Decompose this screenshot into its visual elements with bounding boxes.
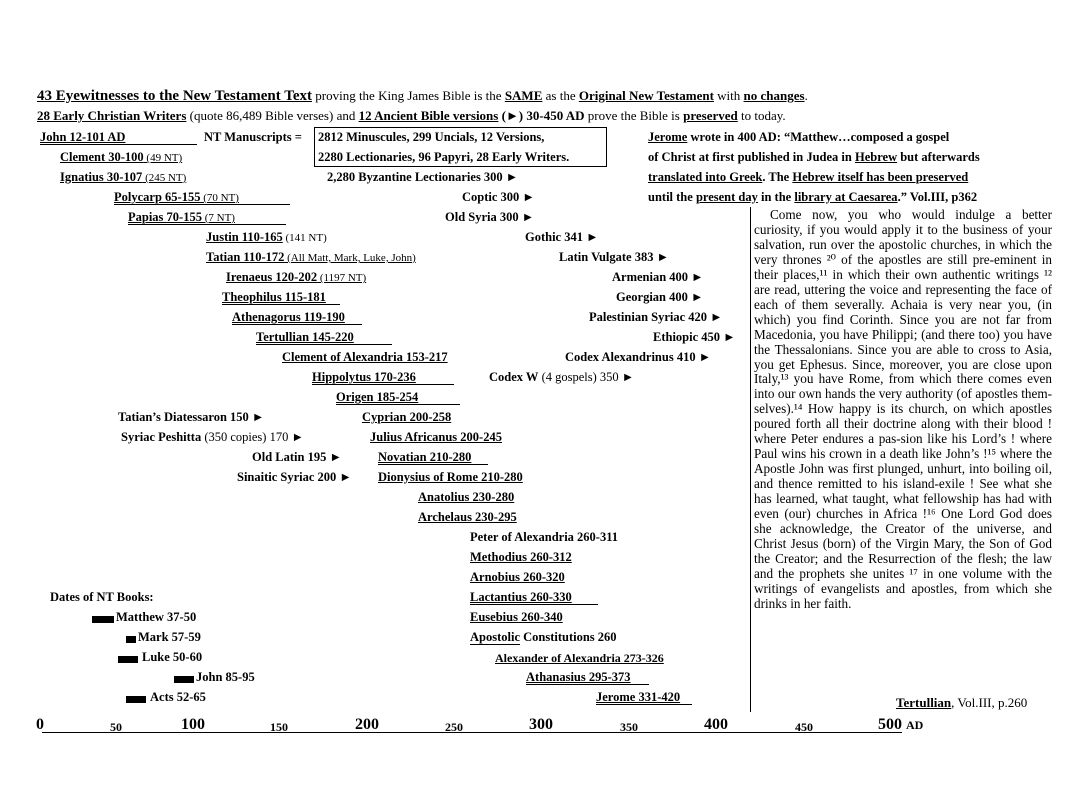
writer-justin — [206, 230, 327, 246]
tertullian-cite-ref: , Vol.III, p.260 — [951, 695, 1028, 710]
writer-apostolic-rule — [470, 644, 520, 645]
jerome-name: Jerome — [648, 130, 688, 144]
writer-note: (245 NT) — [142, 172, 187, 184]
quote-border — [750, 207, 751, 712]
writer-athanasius — [526, 670, 631, 685]
title-line — [37, 88, 808, 104]
version-ethiopic: Ethiopic 450 ► — [653, 330, 736, 344]
jerome-preserved: Hebrew itself has been preserved — [792, 170, 969, 184]
version-codex-alexandrinus: Codex Alexandrinus 410 ► — [565, 350, 712, 364]
writer-name: Archelaus 230-295 — [418, 510, 517, 524]
title-text: proving the King James Bible is the — [312, 88, 505, 103]
writer-name: Hippolytus 170-236 — [312, 370, 416, 384]
writer-clement-alexandria — [282, 350, 448, 365]
writer-name: Athenagorus 119-190 — [232, 310, 345, 324]
writer-lactantius-rule — [470, 604, 598, 605]
axis-tick-500-value: 500 — [878, 716, 902, 733]
subtitle-text-2: prove the Bible is — [584, 108, 684, 123]
version-old-latin: Old Latin 195 ► — [252, 450, 342, 464]
writer-peter-alexandria — [470, 530, 618, 545]
writer-lactantius — [470, 590, 572, 605]
writer-name: Dionysius of Rome 210-280 — [378, 470, 523, 484]
writer-note: (7 NT) — [201, 212, 235, 224]
writer-anatolius — [418, 490, 514, 505]
jerome-quote-line3 — [648, 170, 968, 185]
title-text-2: as the — [542, 88, 579, 103]
jerome-quote-line1 — [648, 130, 949, 145]
writer-name: Origen 185-254 — [336, 390, 419, 404]
book-bar-acts — [126, 696, 146, 703]
version-armenian: Armenian 400 ► — [612, 270, 704, 284]
writer-clement — [60, 150, 182, 166]
writer-apostolic-constitutions — [470, 630, 617, 645]
writer-athenagorus-rule — [232, 324, 362, 325]
byzantine-lectionaries: 2,280 Byzantine Lectionaries 300 ► — [327, 170, 519, 184]
axis-tick-500 — [878, 716, 923, 734]
title-main: 43 Eyewitnesses to the New Testament Text — [37, 88, 312, 104]
jerome-text-2: of Christ at first published in Judea in — [648, 150, 855, 164]
writer-name: Tatian 110-172 — [206, 250, 285, 264]
book-bar-mark — [126, 636, 136, 643]
axis-tick-150: 150 — [270, 720, 288, 734]
writer-name: Lactantius 260-330 — [470, 590, 572, 604]
writer-tatian — [206, 250, 416, 266]
axis-tick-200: 200 — [355, 716, 379, 733]
writer-polycarp-rule — [114, 204, 290, 205]
writer-athanasius-rule — [526, 684, 649, 685]
version-note: (4 gospels) 350 ► — [538, 370, 635, 384]
version-old-syria: Old Syria 300 ► — [445, 210, 535, 224]
writer-name: Irenaeus 120-202 — [226, 270, 318, 284]
writer-jerome-rule — [596, 704, 692, 705]
jerome-text-4: . The — [762, 170, 793, 184]
title-original: Original New Testament — [578, 88, 714, 103]
writer-irenaeus — [226, 270, 366, 286]
writer-origen-rule — [336, 404, 460, 405]
axis-tick-350: 350 — [620, 720, 638, 734]
book-matthew: Matthew 37-50 — [116, 610, 197, 624]
writer-methodius — [470, 550, 572, 565]
writer-name: Tertullian 145-220 — [256, 330, 354, 344]
writer-theophilus — [222, 290, 326, 305]
version-latin-vulgate: Latin Vulgate 383 ► — [559, 250, 669, 264]
writer-name: John 12-101 AD — [40, 130, 126, 144]
writer-hippolytus-rule — [312, 384, 454, 385]
books-title: Dates of NT Books: — [50, 590, 154, 604]
writer-name: Jerome 331-420 — [596, 690, 681, 704]
writer-ignatius — [60, 170, 186, 186]
writer-name: Julius Africanus 200-245 — [370, 430, 502, 444]
subtitle-text: (quote 86,489 Bible verses) and — [186, 108, 359, 123]
axis-tick-450: 450 — [795, 720, 813, 734]
writer-papias-rule — [128, 224, 286, 225]
writer-name: Arnobius 260-320 — [470, 570, 565, 584]
jerome-text-1: wrote in 400 AD: “Matthew…composed a gospel — [687, 130, 950, 144]
title-no-changes: no changes — [743, 88, 805, 103]
writer-name: Peter of Alexandria 260-311 — [470, 530, 619, 544]
writer-name: Cyprian 200-258 — [362, 410, 452, 424]
axis-suffix: AD — [906, 718, 924, 732]
axis-tick-300: 300 — [529, 716, 553, 733]
writer-note: (70 NT) — [200, 192, 239, 204]
writer-tertullian-rule — [256, 344, 392, 345]
version-peshitta — [121, 430, 304, 445]
subtitle-preserved: preserved — [683, 108, 738, 123]
version-sinaitic-syriac: Sinaitic Syriac 200 ► — [237, 470, 352, 484]
writer-note: (1197 NT) — [317, 272, 367, 284]
writer-tertullian — [256, 330, 354, 345]
writer-name: Clement of Alexandria 153-217 — [282, 350, 448, 364]
writer-note: (All Matt, Mark, Luke, John) — [284, 252, 416, 264]
subtitle-dates: (►) 30-450 AD — [498, 108, 585, 123]
jerome-hebrew: Hebrew — [854, 150, 898, 164]
jerome-text-5: until the — [648, 190, 696, 204]
book-luke: Luke 50-60 — [142, 650, 203, 664]
version-name: Codex W — [489, 370, 539, 384]
writer-name: Apostolic Constitutions 260 — [470, 630, 617, 644]
writer-name: Athanasius 295-373 — [526, 670, 631, 684]
writer-athenagorus — [232, 310, 345, 325]
version-palestinian-syriac: Palestinian Syriac 420 ► — [589, 310, 723, 324]
writer-john-rule — [40, 144, 197, 145]
writer-novatian-rule — [378, 464, 488, 465]
title-same: SAME — [504, 88, 543, 103]
book-bar-luke — [118, 656, 138, 663]
tertullian-quote — [754, 208, 1052, 612]
jerome-text-3: but afterwards — [897, 150, 980, 164]
version-note: (350 copies) 170 ► — [201, 430, 304, 444]
writer-cyprian — [362, 410, 451, 425]
book-acts: Acts 52-65 — [150, 690, 206, 704]
version-codex-w — [489, 370, 634, 385]
writer-name: Novatian 210-280 — [378, 450, 472, 464]
axis-tick-250: 250 — [445, 720, 463, 734]
writer-name: Methodius 260-312 — [470, 550, 572, 564]
writer-theophilus-rule — [222, 304, 340, 305]
version-diatessaron: Tatian’s Diatessaron 150 ► — [118, 410, 265, 424]
jerome-translated: translated into Greek — [648, 170, 763, 184]
title-period: . — [804, 88, 808, 103]
tertullian-citation — [896, 695, 1027, 710]
subtitle-text-3: to today. — [737, 108, 786, 123]
writer-name: Justin 110-165 — [206, 230, 283, 244]
writer-dionysius — [378, 470, 523, 485]
timeline-axis — [42, 732, 902, 733]
version-coptic: Coptic 300 ► — [462, 190, 535, 204]
manuscripts-label: NT Manuscripts = — [204, 130, 302, 144]
axis-tick-0: 0 — [36, 716, 44, 733]
book-mark: Mark 57-59 — [138, 630, 201, 644]
book-john: John 85-95 — [196, 670, 255, 684]
axis-tick-400: 400 — [704, 716, 728, 733]
jerome-quote-line4 — [648, 190, 977, 205]
manuscripts-line2: 2280 Lectionaries, 96 Papyri, 28 Early Writers. — [318, 150, 570, 164]
writer-archelaus — [418, 510, 517, 525]
subtitle-writers: 28 Early Christian Writers — [37, 108, 187, 123]
writer-eusebius — [470, 610, 563, 625]
writer-origen — [336, 390, 418, 405]
writer-name: Theophilus 115-181 — [222, 290, 326, 304]
tertullian-cite-name: Tertullian — [896, 695, 952, 710]
writer-name: Eusebius 260-340 — [470, 610, 563, 624]
subtitle-line — [37, 108, 786, 123]
book-bar-john — [174, 676, 194, 683]
tertullian-text: Come now, you who would indulge a better curiosity, if you would apply it to the business of your salvation, run over the apostolic churches, in which the very thrones ²⁰ of the apostles are still pre-eminent in their places,¹¹ in which their own authentic writings ¹² are read, uttering the voice and representing the face of each of them severally. Achaia is very near you, (in which) you find Corinth. Since you are not far from Macedonia, you have Philippi; (and there too) you have the Thessalonians. Since you are able to cross to Asia, you get Ephesus. Since, moreover, you are close upon Italy,¹³ you have Rome, from which there comes even into our own hands the very authority (of apostles them-selves).¹⁴ How happy is its church, on which apostles poured forth all their doctrine along with their blood ! where Peter endures a pas-sion like his Lord’s ! where Paul wins his crown in a death like John’s !¹⁵ where the Apostle John was first plunged, unhurt, into boiling oil, and thence remitted to his island-exile ! See what she has learned, what taught, what fellowship has had with even (our) churches in Africa !¹⁶ One Lord God does she acknowledge, the Creator of the universe, and Christ Jesus (born) of the Virgin Mary, the Son of God the Creator; and the Resurrection of the flesh; the law and the prophets she unites ¹⁷ in one volume with the writings of evangelists and apostles, from which she drinks in her faith. — [754, 207, 1052, 611]
axis-tick-50: 50 — [110, 720, 122, 734]
version-georgian: Georgian 400 ► — [616, 290, 704, 304]
version-gothic: Gothic 341 ► — [525, 230, 599, 244]
writer-note: (49 NT) — [143, 152, 183, 164]
jerome-citation: .” Vol.III, p362 — [897, 190, 978, 204]
jerome-quote-line2 — [648, 150, 980, 165]
writer-name: Clement 30-100 — [60, 150, 144, 164]
writer-arnobius — [470, 570, 565, 585]
writer-john — [40, 130, 125, 145]
writer-julius-africanus — [370, 430, 502, 445]
writer-alexander — [495, 651, 664, 666]
axis-tick-100: 100 — [181, 716, 205, 733]
writer-name: Anatolius 230-280 — [418, 490, 515, 504]
writer-name: Ignatius 30-107 — [60, 170, 143, 184]
writer-novatian — [378, 450, 471, 465]
writer-name: Alexander of Alexandria 273-326 — [495, 651, 664, 665]
subtitle-versions: 12 Ancient Bible versions — [358, 108, 499, 123]
writer-name: Papias 70-155 — [128, 210, 202, 224]
writer-hippolytus — [312, 370, 416, 385]
jerome-text-6: in the — [757, 190, 795, 204]
manuscripts-line1: 2812 Minuscules, 299 Uncials, 12 Versions, — [318, 130, 545, 144]
writer-jerome — [596, 690, 680, 705]
jerome-present-day: present day — [695, 190, 758, 204]
writer-name: Polycarp 65-155 — [114, 190, 201, 204]
version-name: Syriac Peshitta — [121, 430, 202, 444]
title-text-3: with — [713, 88, 744, 103]
book-bar-matthew — [92, 616, 114, 623]
jerome-library: library at Caesarea — [794, 190, 898, 204]
writer-note: (141 NT) — [282, 232, 327, 244]
